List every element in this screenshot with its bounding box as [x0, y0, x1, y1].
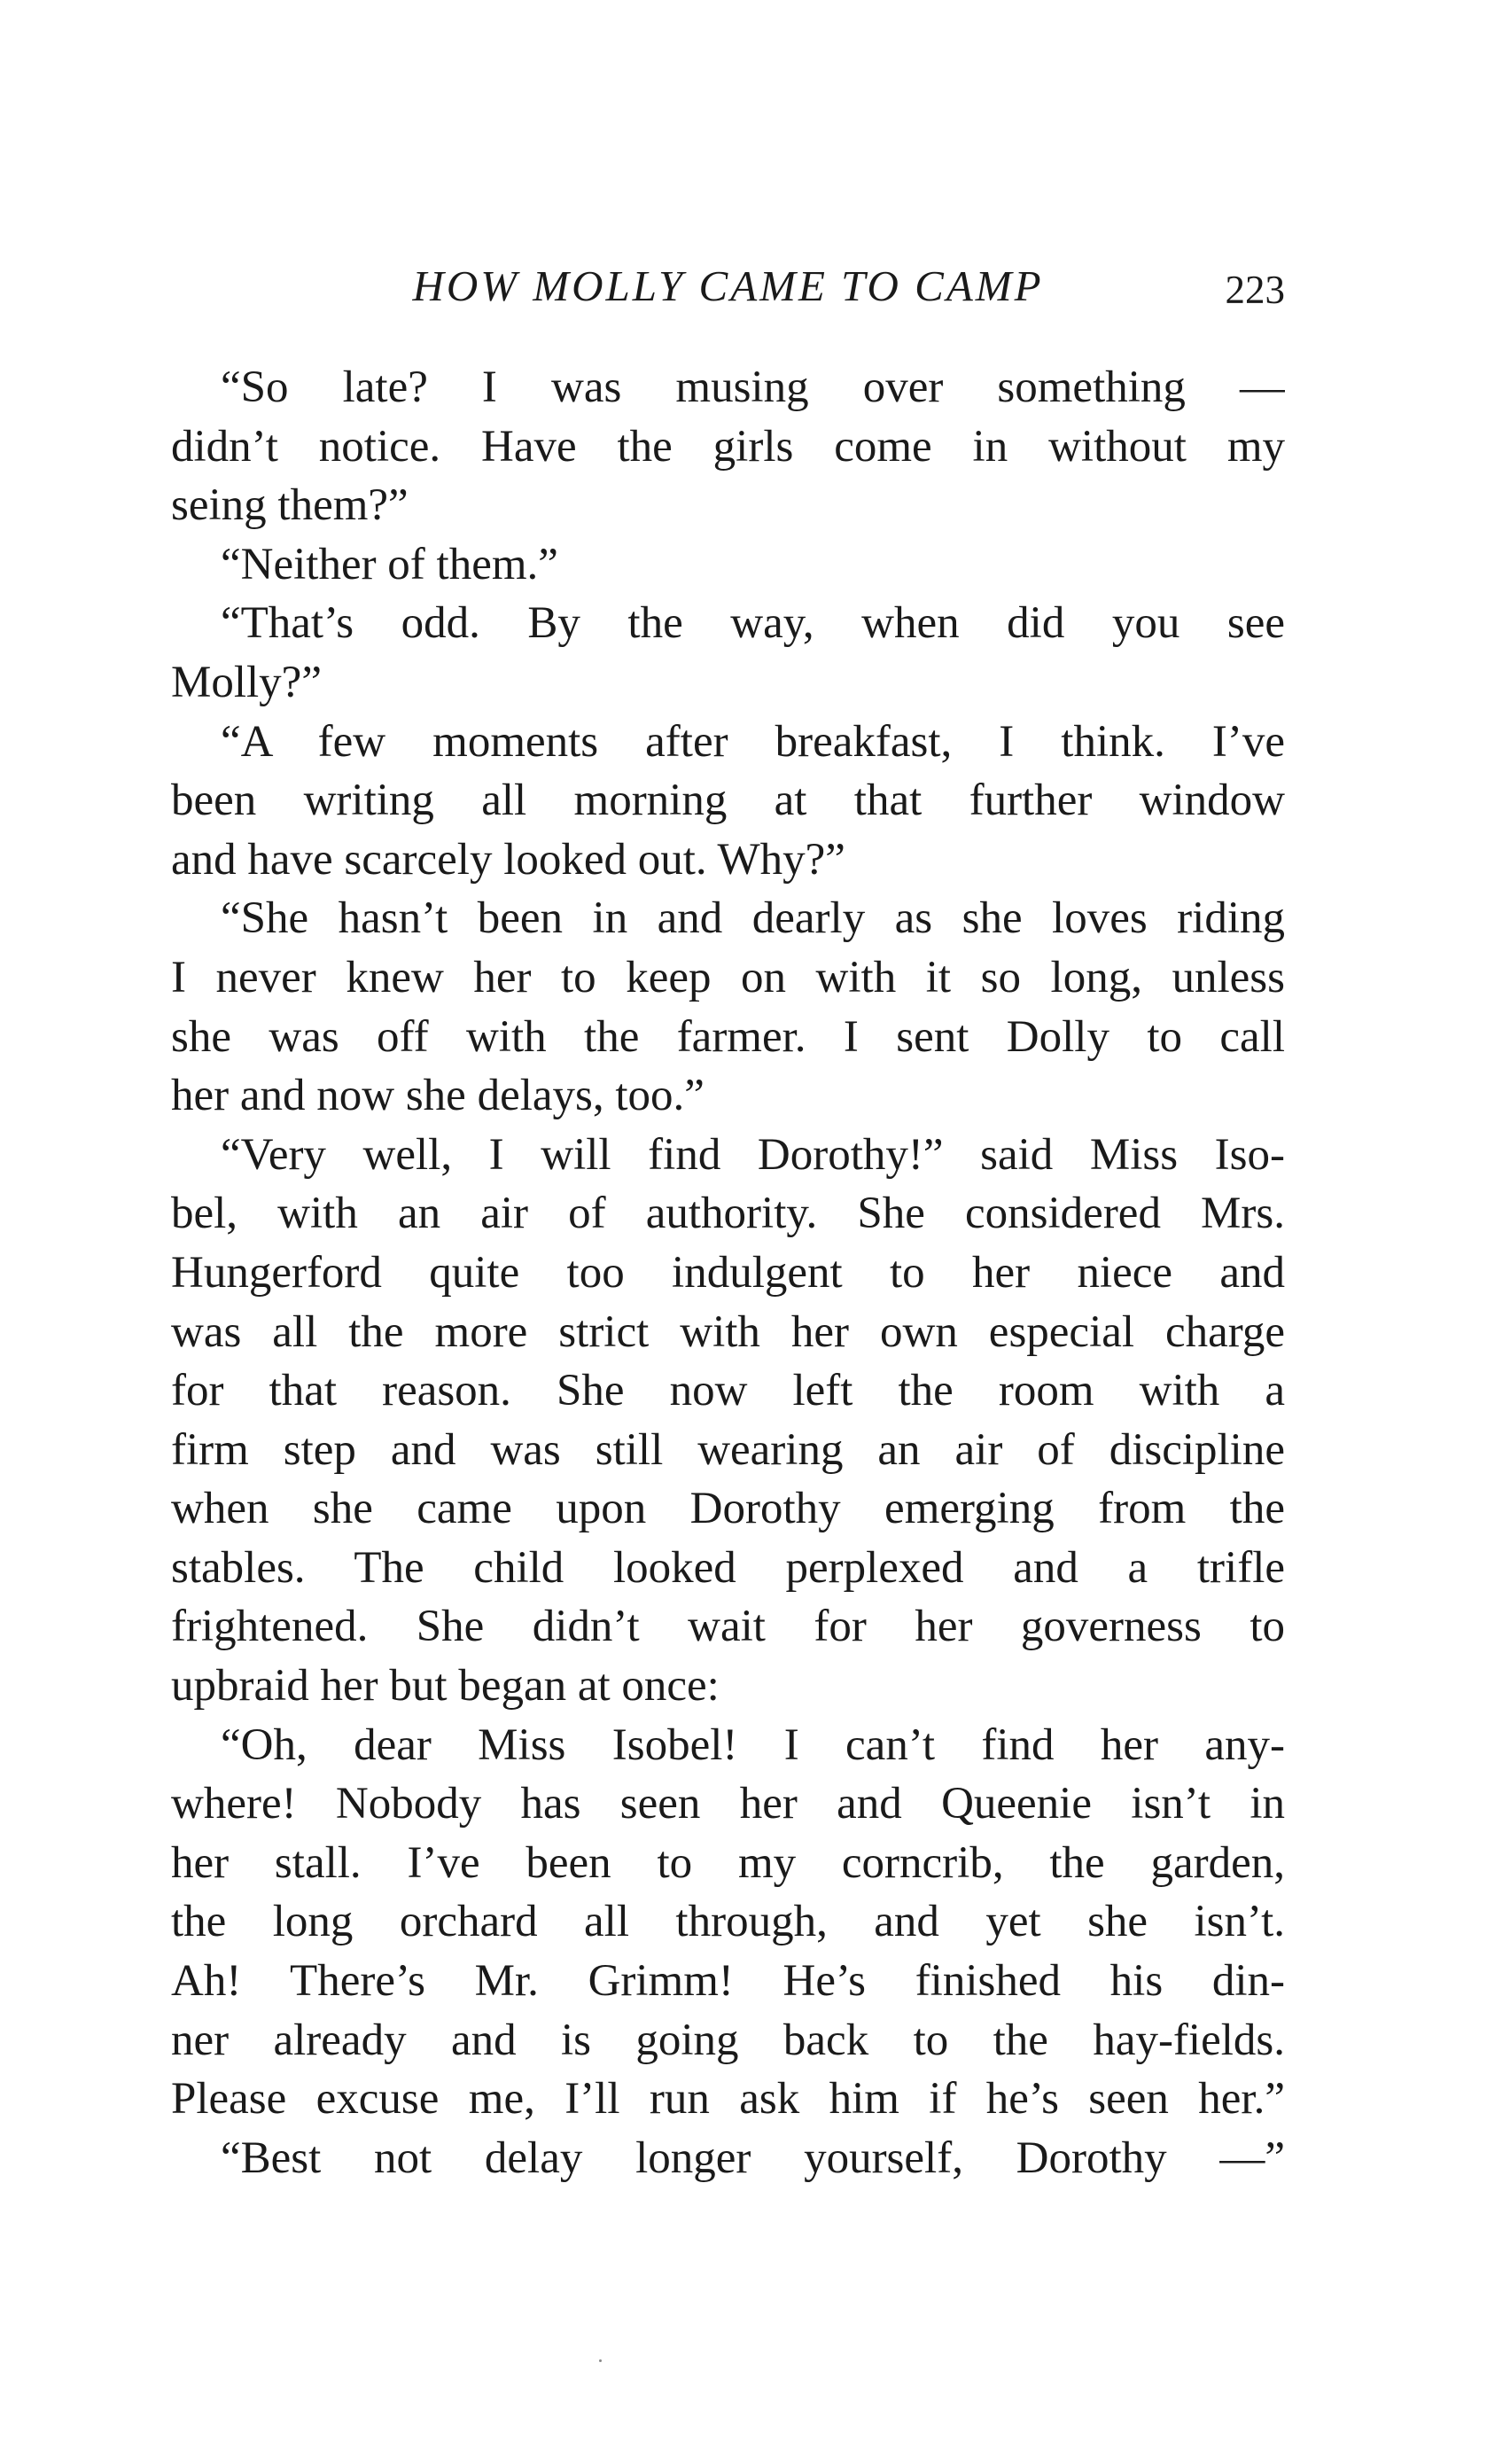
page-speck: [599, 2359, 602, 2362]
text-line: “She hasn’t been in and dearly as she loves riding: [221, 893, 1285, 944]
text-line: she was off with the farmer. I sent Dolly to call: [171, 1011, 1285, 1062]
text-line: “Neither of them.”: [221, 539, 558, 589]
text-line: when she came upon Dorothy emerging from the: [171, 1484, 1285, 1534]
text-line: been writing all morning at that further window: [171, 776, 1285, 826]
running-title: HOW MOLLY CAME TO CAMP: [412, 261, 1044, 310]
text-line: stables. The child looked perplexed and a trifle: [171, 1542, 1285, 1593]
text-line: I never knew her to keep on with it so long, unless: [171, 952, 1285, 1002]
text-line: her stall. I’ve been to my corncrib, the garden,: [171, 1837, 1285, 1888]
text-line: bel, with an air of authority. She considered Mrs.: [171, 1189, 1285, 1239]
body-text: [171, 358, 1285, 2187]
text-line: “Oh, dear Miss Isobel! I can’t find her any-: [221, 1719, 1285, 1770]
text-line: frightened. She didn’t wait for her governess to: [171, 1602, 1285, 1652]
text-line: Molly?”: [171, 657, 322, 707]
text-line: “Best not delay longer yourself, Dorothy —”: [221, 2133, 1285, 2183]
text-line: was all the more strict with her own especial charge: [171, 1306, 1285, 1357]
text-line: “A few moments after breakfast, I think. I’ve: [221, 716, 1285, 767]
text-line: and have scarcely looked out. Why?”: [171, 834, 845, 885]
text-line: ner already and is going back to the hay-fields.: [171, 2015, 1285, 2065]
text-line: for that reason. She now left the room with a: [171, 1366, 1285, 1416]
text-line: “That’s odd. By the way, when did you see: [221, 598, 1285, 649]
text-line: firm step and was still wearing an air of discipline: [171, 1424, 1285, 1475]
text-line: upbraid her but began at once:: [171, 1661, 720, 1712]
text-line: Please excuse me, I’ll run ask him if he’s seen her.”: [171, 2074, 1285, 2125]
text-line: Ah! There’s Mr. Grimm! He’s finished his din-: [171, 1956, 1285, 2007]
text-line: her and now she delays, too.”: [171, 1071, 705, 1121]
page-number: 223: [1225, 268, 1285, 312]
text-line: “Very well, I will find Dorothy!” said Miss Iso-: [221, 1129, 1285, 1180]
text-line: the long orchard all through, and yet she isn’t.: [171, 1897, 1285, 1947]
text-line: seing them?”: [171, 480, 409, 531]
text-line: where! Nobody has seen her and Queenie isn’t in: [171, 1779, 1285, 1829]
running-head: [171, 255, 1285, 317]
text-line: Hungerford quite too indulgent to her niece and: [171, 1247, 1285, 1298]
text-line: didn’t notice. Have the girls come in without my: [171, 421, 1285, 472]
text-line: “So late? I was musing over something —: [221, 363, 1285, 412]
